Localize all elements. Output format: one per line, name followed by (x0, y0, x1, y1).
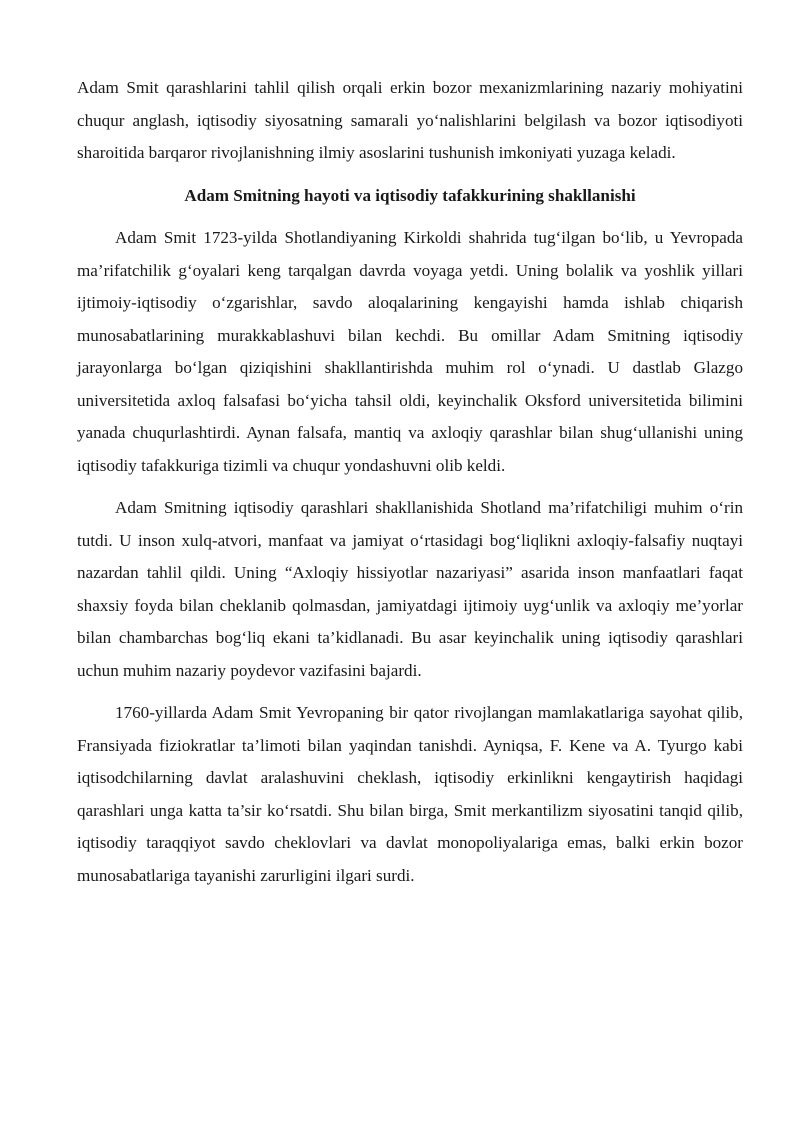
paragraph-scottish-enlightenment: Adam Smitning iqtisodiy qarashlari shakllanishida Shotland ma’rifatchiligi muhim o‘rin tutdi. U inson xulq-atvori, manfaat va jamiyat o‘rtasidagi bog‘liqlikni axloqiy-falsafiy nuqtayi nazardan tahlil qildi. Uning “Axloqiy hissiyotlar nazariyasi” asarida inson manfaatlari faqat shaxsiy foyda bilan cheklanib qolmasdan, jamiyatdagi ijtimoiy uyg‘unlik va axloqiy me’yorlar bilan chambarchas bog‘liq ekani ta’kidlanadi. Bu asar keyinchalik uning iqtisodiy qarashlari uchun muhim nazariy poydevor vazifasini bajardi. (77, 498, 743, 680)
intro-paragraph: Adam Smit qarashlarini tahlil qilish orqali erkin bozor mexanizmlarining nazariy mohiyatini chuqur anglash, iqtisodiy siyosatning samarali yo‘nalishlarini belgilash va bozor iqtisodiyoti sharoitida barqaror rivojlanishning ilmiy asoslarini tushunish imkoniyati yuzaga keladi. (77, 78, 743, 162)
paragraph-travels: 1760-yillarda Adam Smit Yevropaning bir qator rivojlangan mamlakatlariga sayohat qilib, Fransiyada fiziokratlar ta’limoti bilan yaqindan tanishdi. Ayniqsa, F. Kene va A. Tyurgo kabi iqtisodchilarning davlat aralashuvini cheklash, iqtisodiy erkinlikni kengaytirish haqidagi qarashlari unga katta ta’sir ko‘rsatdi. Shu bilan birga, Smit merkantilizm siyosatini tanqid qilib, iqtisodiy taraqqiyot savdo cheklovlari va davlat monopoliyalariga emas, balki erkin bozor munosabatlariga tayanishi zarurligini ilgari surdi. (77, 703, 743, 885)
section-heading: Adam Smitning hayoti va iqtisodiy tafakkurining shakllanishi (184, 185, 636, 205)
paragraph-early-life: Adam Smit 1723-yilda Shotlandiyaning Kirkoldi shahrida tug‘ilgan bo‘lib, u Yevropada ma’rifatchilik g‘oyalari keng tarqalgan davrda voyaga yetdi. Uning bolalik va yoshlik yillari ijtimoiy-iqtisodiy o‘zgarishlar, savdo aloqalarining kengayishi hamda ishlab chiqarish munosabatlarining murakkablashuvi bilan kechdi. Bu omillar Adam Smitning iqtisodiy jarayonlarga bo‘lgan qiziqishini shakllantirishda muhim rol o‘ynadi. U dastlab Glazgo universitetida axloq falsafasi bo‘yicha tahsil oldi, keyinchalik Oksford universitetida bilimini yanada chuqurlashtirdi. Aynan falsafa, mantiq va axloqiy qarashlar bilan shug‘ullanishi uning iqtisodiy tafakkuriga tizimli va chuqur yondashuvni olib keldi. (77, 228, 743, 475)
document-page (77, 72, 743, 902)
